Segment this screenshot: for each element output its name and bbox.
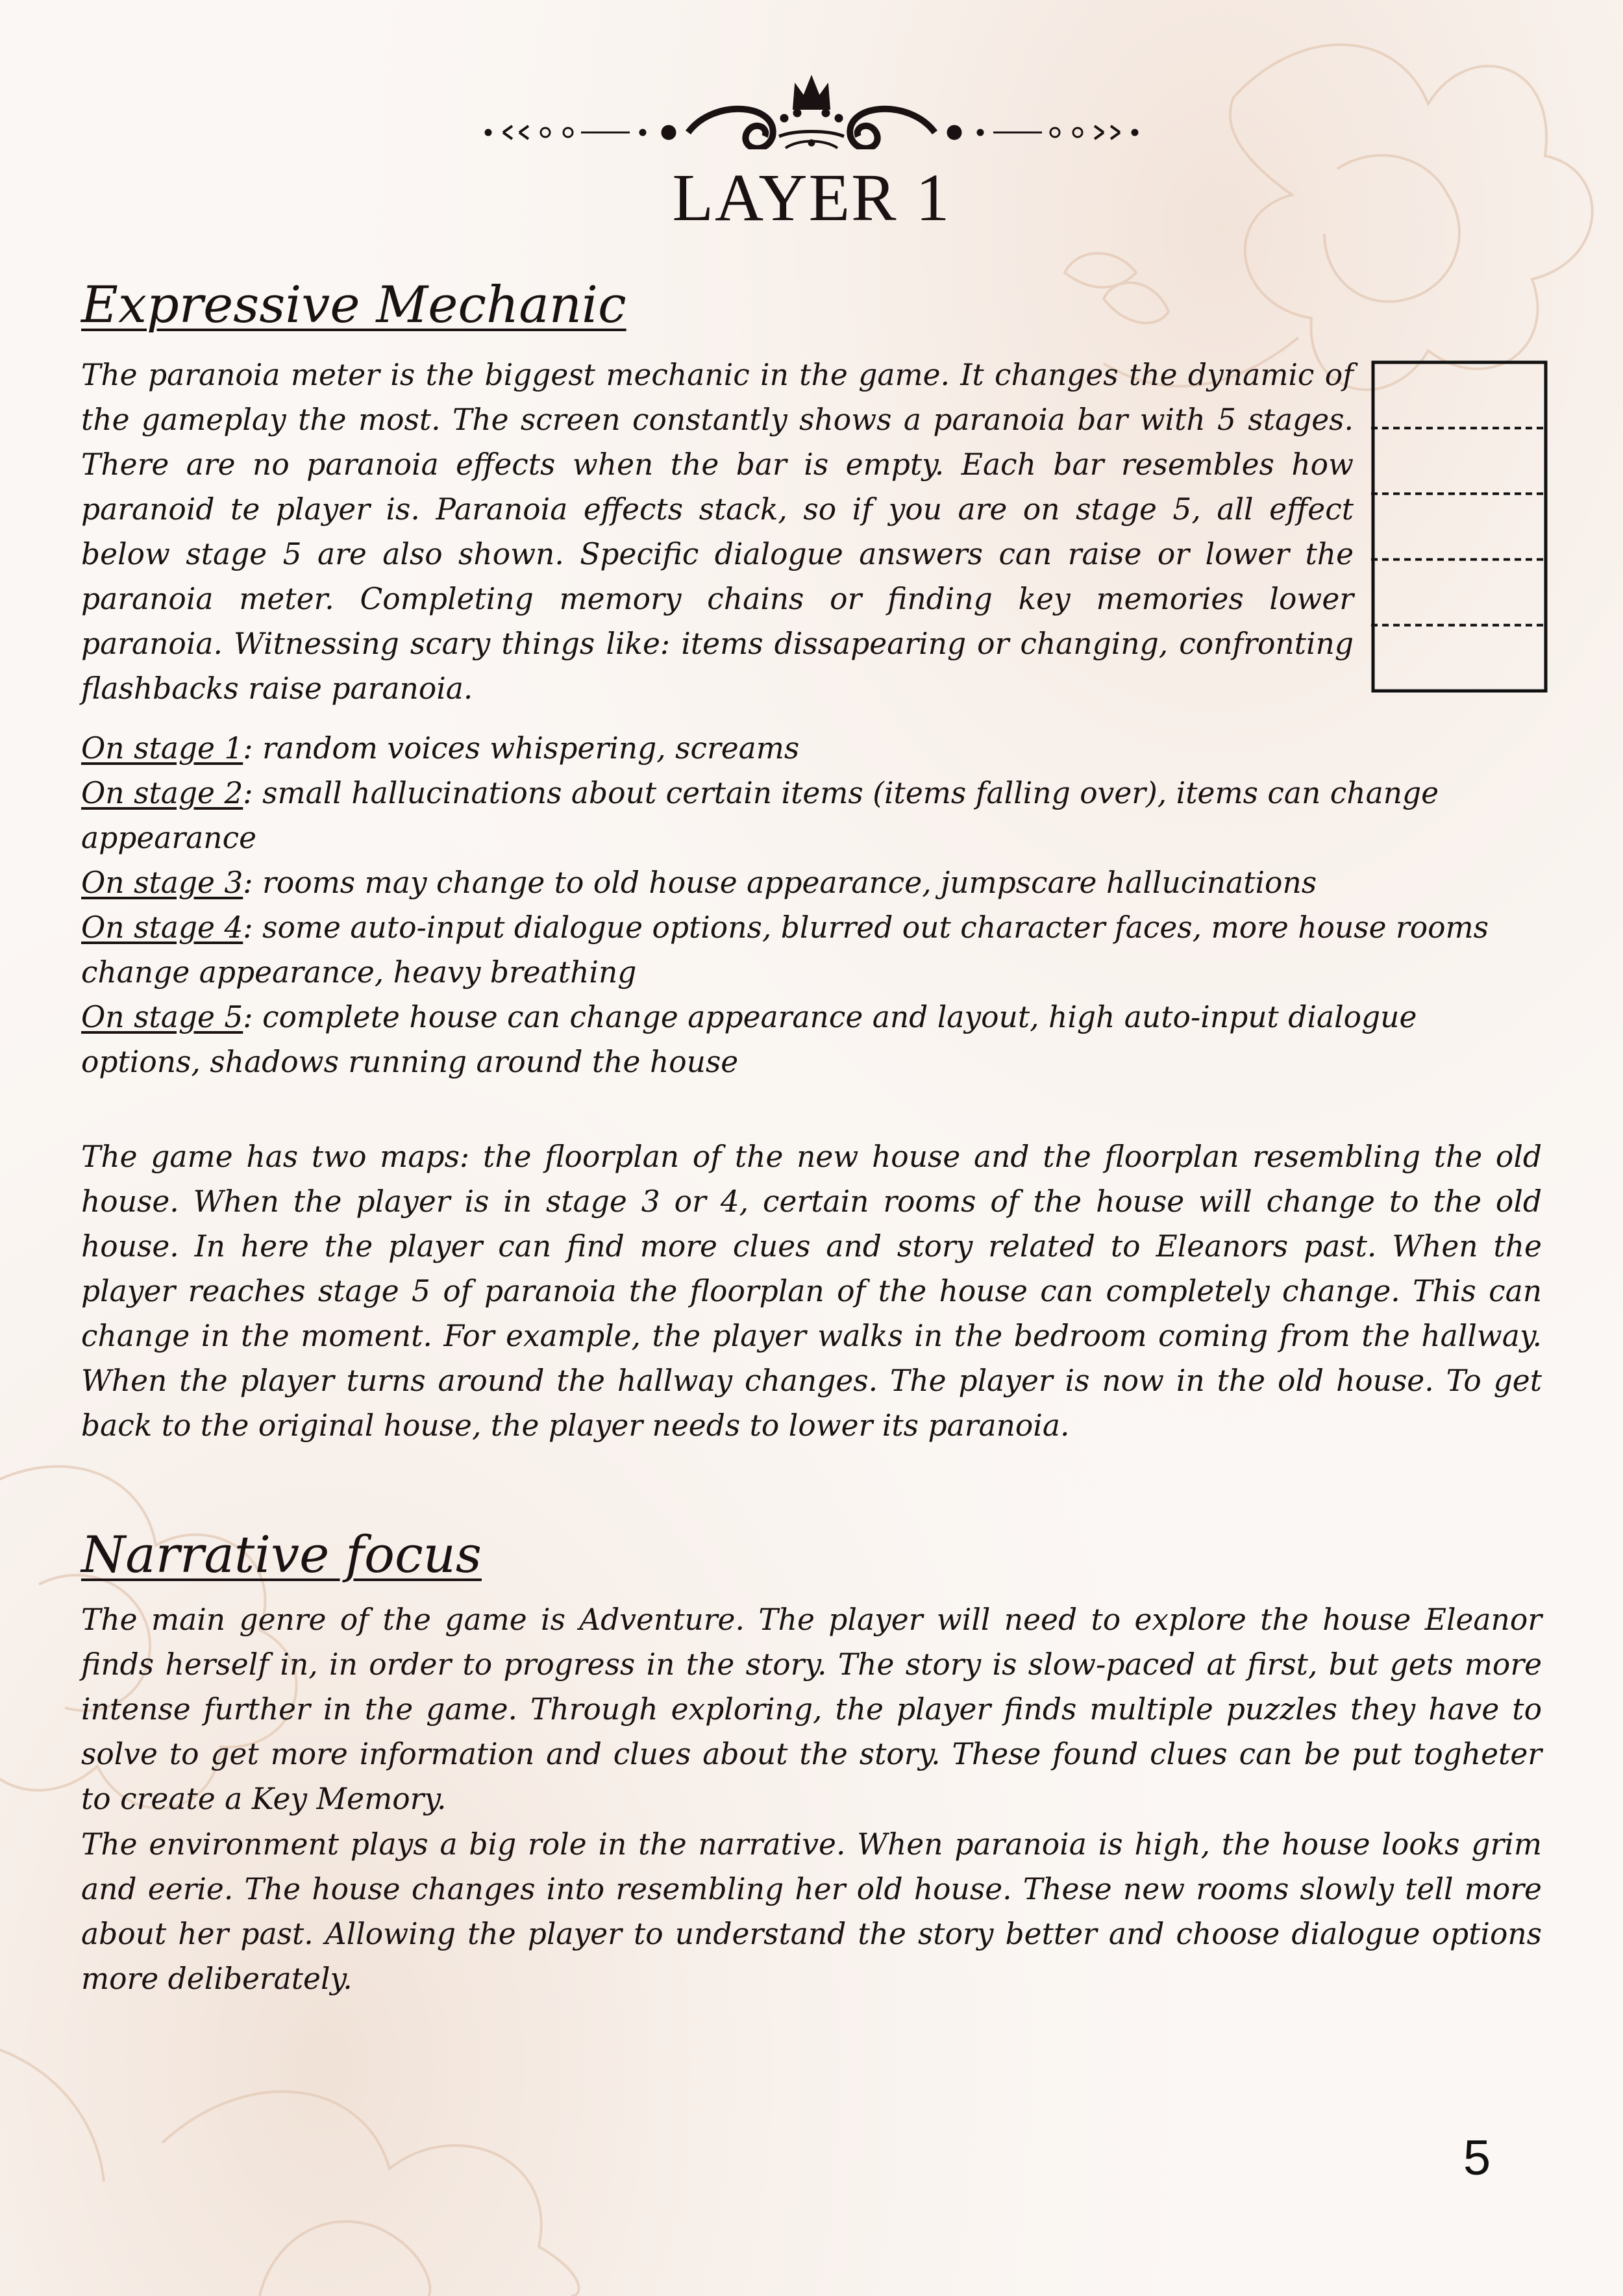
title-ornament <box>474 71 1149 149</box>
paranoia-meter-paragraph: The paranoia meter is the biggest mechanic in the game. It changes the dynamic of the gameplay the most. The screen constantly shows a paranoia bar with 5 stages. There are no paranoia effects when the bar is empty. Each bar resembles how paranoid te player is. Paranoia effects stack, so if you are on stage 5, all effect below stage 5 are also shown. Specific dialogue answers can raise or lower the paranoia meter. Completing memory chains or finding key memories lower paranoia. Witnessing scary things like: items dissapearing or changing, confronting flashbacks raise paranoia. <box>81 358 1354 706</box>
section-heading-expressive-mechanic: Expressive Mechanic <box>81 276 626 334</box>
paranoia-meter-bar <box>1371 360 1548 693</box>
narrative-paragraph-environment: The environment plays a big role in the narrative. When paranoia is high, the house looks grim and eerie. The house changes into resembling her old house. These new rooms slowly tell more about her past. Allowing the player to understand the story better and choose dialogue options more deliberately. <box>81 1827 1542 1996</box>
page-number: 5 <box>1463 2130 1491 2186</box>
stage-description: : some auto-input dialogue options, blurred out character faces, more house rooms change appearance, heavy breathing <box>81 910 1489 990</box>
stage-description: : rooms may change to old house appearance, jumpscare hallucinations <box>243 866 1317 900</box>
stage-label: On stage 1 <box>81 731 243 766</box>
paranoia-stage-item <box>81 860 1542 905</box>
paranoia-stage-item <box>81 771 1542 860</box>
maps-paragraph: The game has two maps: the floorplan of the new house and the floorplan resembling the old house. When the player is in stage 3 or 4, certain rooms of the house will change to the old house. In here the player can find more clues and story related to Eleanors past. When the player reaches stage 5 of paranoia the floorplan of the house can completely change. This can change in the moment. For example, the player walks in the bedroom coming from the hallway. When the player turns around the hallway changes. The player is now in the old house. To get back to the original house, the player needs to lower its paranoia. <box>81 1140 1542 1443</box>
section-heading-narrative-focus: Narrative focus <box>81 1526 482 1584</box>
paranoia-stage-item <box>81 995 1542 1084</box>
paranoia-meter-frame <box>1373 362 1546 691</box>
paranoia-stage-item <box>81 905 1542 995</box>
stage-description: : complete house can change appearance and layout, high auto-input dialogue options, shadows running around the house <box>81 1000 1417 1079</box>
stage-label: On stage 2 <box>81 776 243 810</box>
narrative-paragraph-genre: The main genre of the game is Adventure. The player will need to explore the house Eleanor finds herself in, in order to progress in the story. The story is slow-paced at first, but gets more intense further in the game. Through exploring, the player finds multiple puzzles they have to solve to get more information and clues about the story. These found clues can be put togheter to create a Key Memory. <box>81 1603 1542 1816</box>
paranoia-stage-item <box>81 726 1542 771</box>
page-title: LAYER 1 <box>672 160 951 235</box>
stage-label: On stage 4 <box>81 910 243 945</box>
paranoia-stage-list <box>81 726 1542 1084</box>
stage-label: On stage 5 <box>81 1000 243 1034</box>
stage-description: : random voices whispering, screams <box>243 731 800 766</box>
stage-description: : small hallucinations about certain items (items falling over), items can change appearance <box>81 776 1439 855</box>
stage-label: On stage 3 <box>81 866 243 900</box>
